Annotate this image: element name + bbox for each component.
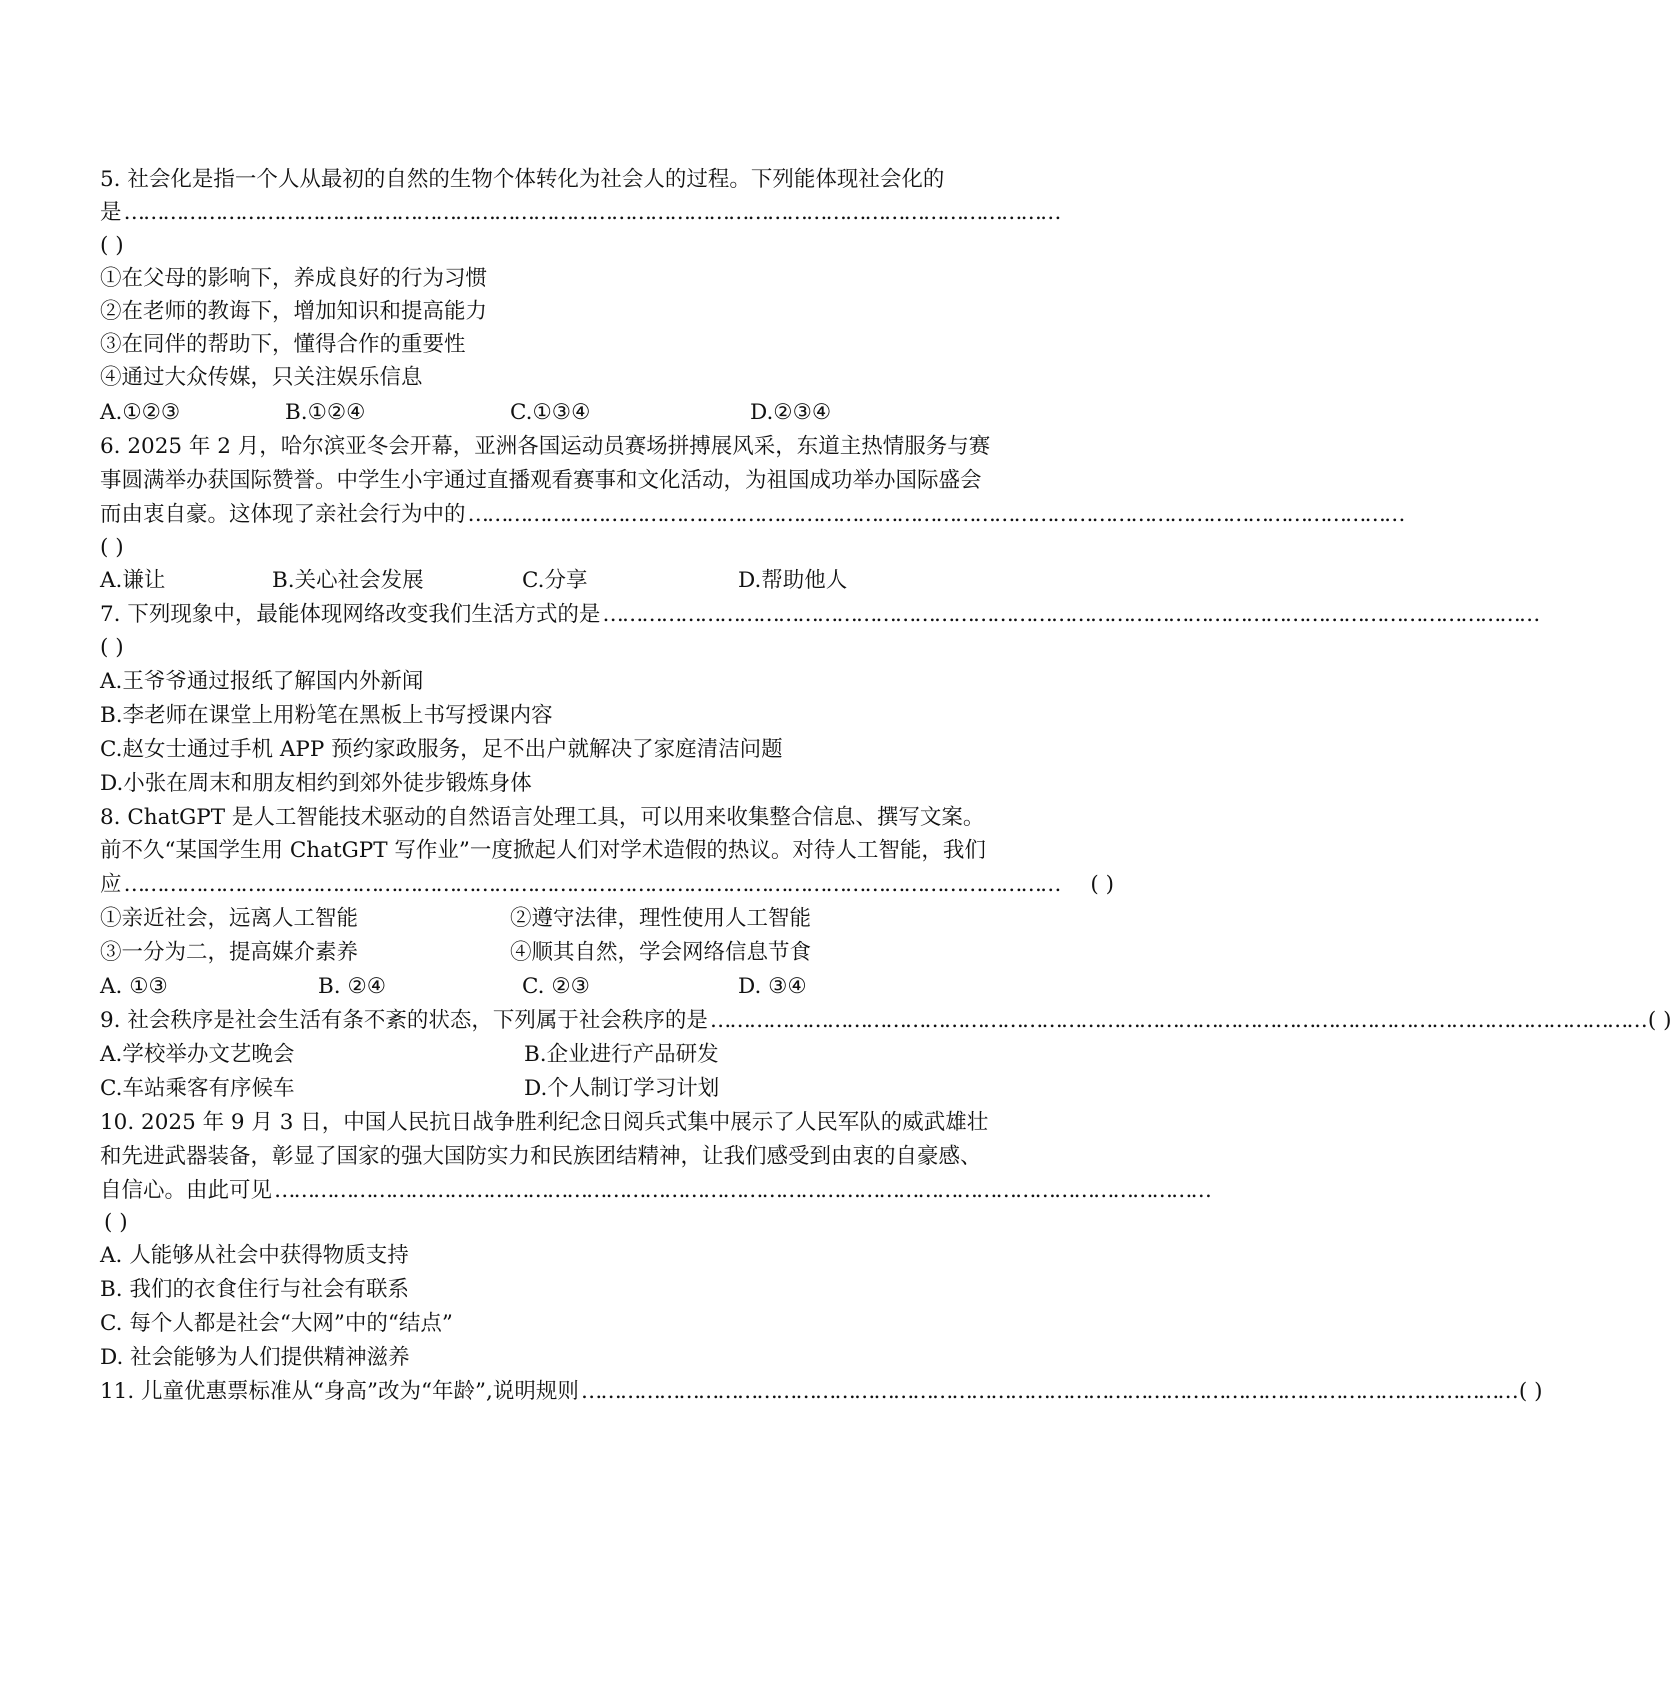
q9-stem-line1 [100, 1006, 1671, 1036]
q10-option-d: D. 社会能够为人们提供精神滋养 [100, 1345, 410, 1370]
q10-answer-bracket: ( ) [104, 1210, 128, 1235]
q8-stem-line1: 8. ChatGPT 是人工智能技术驱动的自然语言处理工具，可以用来收集整合信息、撰写文案。 [100, 805, 985, 830]
q5-option-b: B.①②④ [285, 400, 366, 425]
q8-item-2: ②遵守法律，理性使用人工智能 [510, 906, 812, 931]
q10-stem-line2: 和先进武器装备，彰显了国家的强大国防实力和民族团结精神，让我们感受到由衷的自豪感、 [100, 1144, 982, 1169]
q6-option-d: D.帮助他人 [738, 568, 848, 593]
q8-leader-dots: ……………………………………………………………………………………………………………………………… [123, 872, 1060, 897]
q6-stem-line2: 事圆满举办获国际赞誉。中学生小宇通过直播观看赛事和文化活动，为祖国成功举办国际盛会 [100, 468, 982, 493]
q5-options-row [100, 398, 1114, 428]
q11-stem-text: 11. 儿童优惠票标准从“身高”改为“年龄”,说明规则 [100, 1379, 579, 1404]
q8-item-3: ③一分为二，提高媒介素养 [100, 940, 359, 965]
q6-option-c: C.分享 [522, 568, 588, 593]
q10-stem-line1: 10. 2025 年 9 月 3 日，中国人民抗日战争胜利纪念日阅兵式集中展示了人民军队的威武雄壮 [100, 1110, 989, 1135]
q6-stem-tail: 而由衷自豪。这体现了亲社会行为中的 [100, 502, 466, 527]
q8-option-c: C. ②③ [522, 974, 590, 999]
q10-option-b: B. 我们的衣食住行与社会有联系 [100, 1277, 409, 1302]
q5-item-3: ③在同伴的帮助下，懂得合作的重要性 [100, 332, 466, 357]
q9-option-d: D.个人制订学习计划 [524, 1076, 720, 1101]
q6-options-row [100, 566, 1114, 596]
q5-stem-tail: 是 [100, 200, 122, 225]
q8-stem-line2: 前不久“某国学生用 ChatGPT 写作业”一度掀起人们对学术造假的热议。对待人工智能，我们 [100, 838, 986, 863]
q10-option-c: C. 每个人都是社会“大网”中的“结点” [100, 1311, 453, 1336]
q8-option-b: B. ②④ [318, 974, 387, 999]
q5-item-2: ②在老师的教诲下，增加知识和提高能力 [100, 299, 488, 324]
q7-option-d: D.小张在周末和朋友相约到郊外徒步锻炼身体 [100, 771, 532, 796]
q9-options-row2 [100, 1074, 1114, 1104]
q5-option-d: D.②③④ [750, 400, 832, 425]
q6-answer-bracket: ( ) [100, 535, 124, 560]
q9-leader-dots: ……………………………………………………………………………………………………………………………… [709, 1008, 1646, 1033]
q6-stem-line1: 6. 2025 年 2 月，哈尔滨亚冬会开幕，亚洲各国运动员赛场拼搏展风采，东道主热情服务与赛 [100, 434, 991, 459]
q7-leader-dots: ……………………………………………………………………………………………………………………………… [602, 602, 1539, 627]
q9-option-c: C.车站乘客有序候车 [100, 1076, 295, 1101]
q5-option-a: A.①②③ [100, 400, 181, 425]
q7-stem-line1 [100, 600, 1539, 630]
q5-leader-dots: ……………………………………………………………………………………………………………………………… [123, 200, 1060, 225]
q6-option-b: B.关心社会发展 [272, 568, 424, 593]
q5-answer-bracket: ( ) [100, 233, 124, 258]
q6-stem-line3 [100, 500, 1404, 530]
q5-stem-line2 [100, 198, 1114, 228]
q9-answer-bracket: ( ) [1647, 1008, 1671, 1033]
q8-options-row [100, 972, 1114, 1002]
q9-options-row1 [100, 1040, 1114, 1070]
q5-item-4: ④通过大众传媒，只关注娱乐信息 [100, 365, 423, 390]
q6-option-a: A.谦让 [100, 568, 166, 593]
q5-option-c: C.①③④ [510, 400, 591, 425]
q11-stem-line1 [100, 1377, 1543, 1407]
q8-items-row1 [100, 904, 1114, 934]
q8-item-4: ④顺其自然，学会网络信息节食 [510, 940, 812, 965]
q7-option-c: C.赵女士通过手机 APP 预约家政服务，足不出户就解决了家庭清洁问题 [100, 737, 783, 762]
q10-leader-dots: ……………………………………………………………………………………………………………………………… [274, 1178, 1211, 1203]
q5-stem-line1: 5. 社会化是指一个人从最初的自然的生物个体转化为社会人的过程。下列能体现社会化的 [100, 167, 945, 192]
q5-item-1: ①在父母的影响下，养成良好的行为习惯 [100, 266, 488, 291]
q9-option-b: B.企业进行产品研发 [524, 1042, 719, 1067]
q7-answer-bracket: ( ) [100, 635, 124, 660]
q10-stem-line3 [100, 1176, 1211, 1206]
q8-stem-line3 [100, 870, 1114, 900]
q8-items-row2 [100, 938, 1114, 968]
q10-stem-tail: 自信心。由此可见 [100, 1178, 273, 1203]
q8-option-d: D. ③④ [738, 974, 807, 999]
q11-leader-dots: ……………………………………………………………………………………………………………………………… [580, 1379, 1517, 1404]
q7-option-a: A.王爷爷通过报纸了解国内外新闻 [100, 669, 424, 694]
q6-leader-dots: ……………………………………………………………………………………………………………………………… [467, 502, 1404, 527]
q9-stem-text: 9. 社会秩序是社会生活有条不紊的状态，下列属于社会秩序的是 [100, 1008, 708, 1033]
q11-answer-bracket: ( ) [1518, 1379, 1543, 1404]
q7-stem-text: 7. 下列现象中，最能体现网络改变我们生活方式的是 [100, 602, 601, 627]
q8-answer-bracket: ( ) [1090, 872, 1114, 897]
q7-option-b: B.李老师在课堂上用粉笔在黑板上书写授课内容 [100, 703, 553, 728]
q8-stem-tail: 应 [100, 872, 122, 897]
q8-item-1: ①亲近社会，远离人工智能 [100, 906, 359, 931]
q10-option-a: A. 人能够从社会中获得物质支持 [100, 1243, 409, 1268]
q9-option-a: A.学校举办文艺晚会 [100, 1042, 295, 1067]
q8-option-a: A. ①③ [100, 974, 168, 999]
